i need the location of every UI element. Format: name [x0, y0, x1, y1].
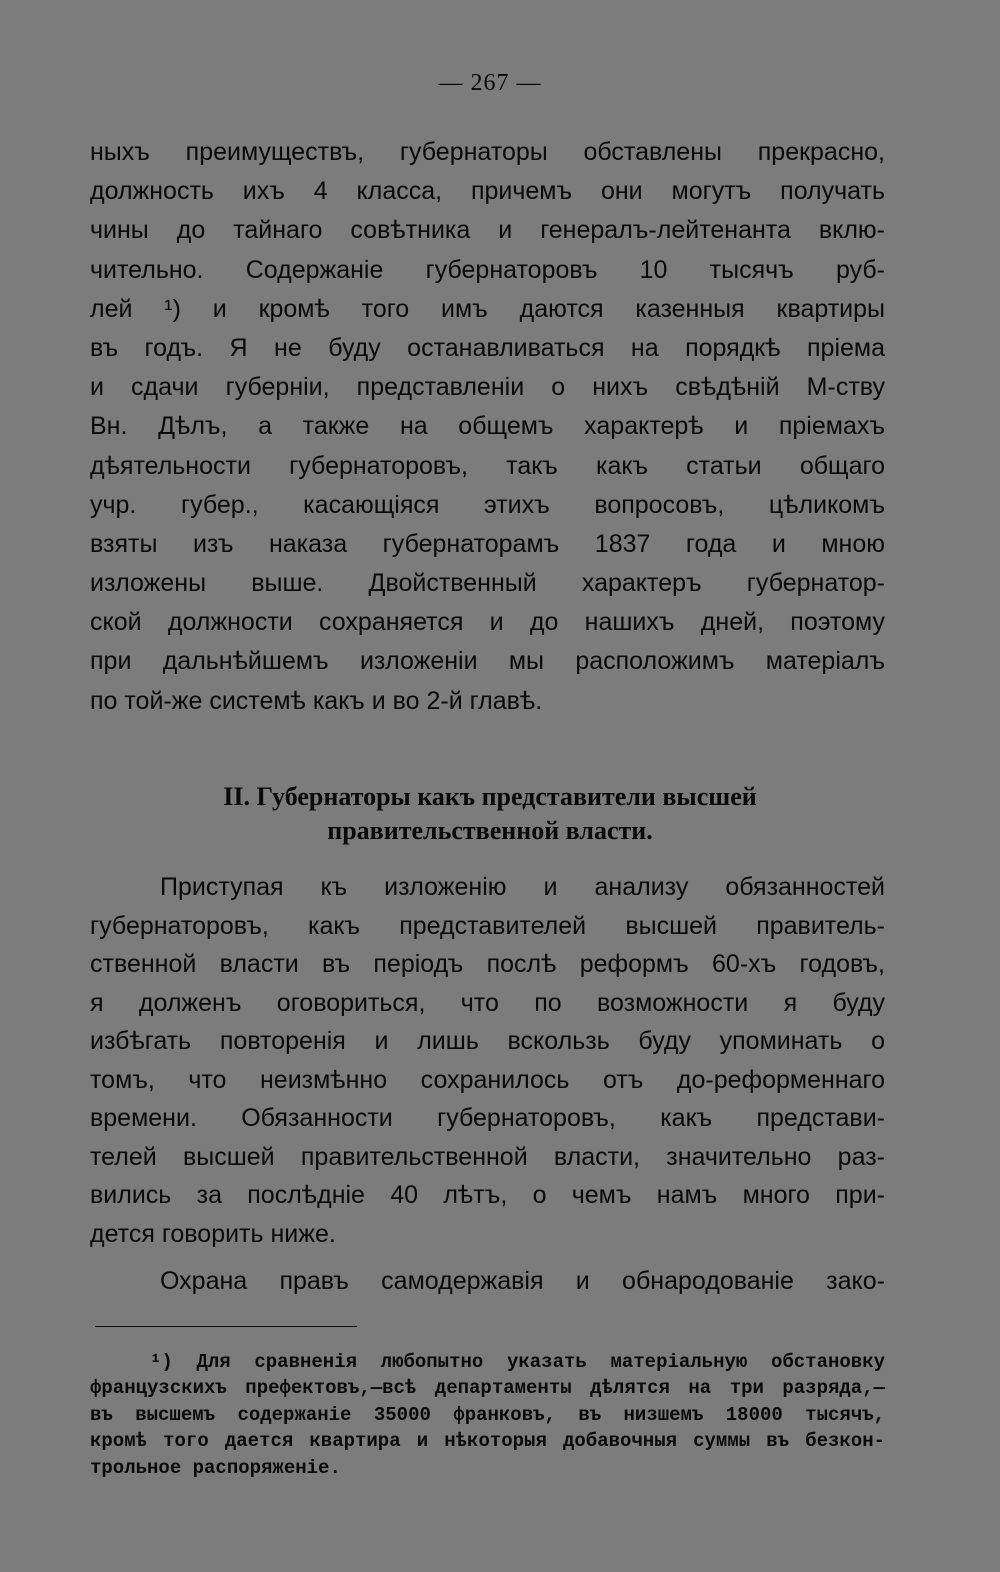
- footnote-line: въ высшемъ содержаніе 35000 франковъ, въ низшемъ 18000 тысячъ,: [90, 1403, 885, 1426]
- footnote-divider: [95, 1326, 357, 1327]
- text-line: дется говорить ниже.: [90, 1219, 336, 1248]
- section-heading-line: II. Губернаторы какъ представители высшей: [223, 782, 757, 811]
- text-line: дѣятельности губернаторовъ, такъ какъ статьи общаго: [90, 451, 885, 480]
- text-line: телей высшей правительственной власти, значительно раз-: [90, 1142, 885, 1171]
- section-heading: [90, 780, 890, 848]
- text-line: вились за послѣдніе 40 лѣтъ, о чемъ намъ много при-: [90, 1181, 885, 1209]
- page-number: — 267 —: [438, 70, 542, 96]
- text-line: ской должности сохраняется и до нашихъ дней, поэтому: [90, 608, 885, 637]
- text-line: чины до тайнаго совѣтника и генералъ-лейтенанта вклю-: [90, 216, 885, 245]
- text-line: должность ихъ 4 класса, причемъ они могутъ получать: [90, 177, 885, 206]
- text-line: и сдачи губерніи, представленіи о нихъ свѣдѣній М-ству: [90, 373, 885, 402]
- footnote-line: трольное распоряженіе.: [90, 1456, 341, 1479]
- text-line: Вн. Дѣлъ, а также на общемъ характерѣ и пріемахъ: [90, 412, 885, 441]
- book-page: [90, 0, 890, 1572]
- paragraph-3: [90, 1262, 885, 1301]
- text-line: въ годъ. Я не буду останавливаться на порядкѣ пріема: [90, 333, 885, 362]
- section-heading-line: правительственной власти.: [327, 816, 653, 845]
- footnote: [90, 1349, 885, 1481]
- footnote-line: кромѣ того дается квартира и нѣкоторыя добавочныя суммы въ безкон-: [90, 1430, 885, 1453]
- footnote-line: ¹) Для сравненія любопытно указать матеріальную обстановку: [150, 1351, 885, 1373]
- text-line: я долженъ оговориться, что по возможности я буду: [90, 988, 885, 1017]
- text-line: лей ¹) и кромѣ того имъ даются казенныя квартиры: [90, 294, 885, 323]
- text-line: взяты изъ наказа губернаторамъ 1837 года и мною: [90, 529, 885, 558]
- text-line: чительно. Содержаніе губернаторовъ 10 тысячъ руб-: [90, 255, 885, 284]
- text-line: томъ, что неизмѣнно сохранилось отъ до-реформеннаго: [90, 1065, 885, 1094]
- text-line: по той-же системѣ какъ и во 2-й главѣ.: [90, 686, 543, 715]
- text-line: ственной власти въ періодъ послѣ реформъ 60-хъ годовъ,: [90, 950, 885, 978]
- text-line: при дальнѣйшемъ изложеніи мы расположимъ матеріалъ: [90, 647, 885, 676]
- text-line: губернаторовъ, какъ представителей высшей правитель-: [90, 911, 885, 940]
- text-line: учр. губер., касающіяся этихъ вопросовъ, цѣликомъ: [90, 490, 885, 519]
- text-line: времени. Обязанности губернаторовъ, какъ представи-: [90, 1104, 885, 1132]
- text-line: изложены выше. Двойственный характеръ губернатор-: [90, 569, 885, 598]
- text-line: Охрана правъ самодержавія и обнародованіе зако-: [160, 1267, 885, 1295]
- footnote-line: французскихъ префектовъ,—всѣ департаменты дѣлятся на три разряда,—: [90, 1377, 885, 1400]
- text-line: Приступая къ изложенію и анализу обязанностей: [160, 873, 885, 901]
- paragraph-2: [90, 868, 885, 1253]
- text-line: ныхъ преимуществъ, губернаторы обставлены прекрасно,: [90, 138, 885, 166]
- text-line: избѣгать повторенія и лишь вскользь буду упоминать о: [90, 1027, 885, 1055]
- paragraph-1: [90, 133, 885, 721]
